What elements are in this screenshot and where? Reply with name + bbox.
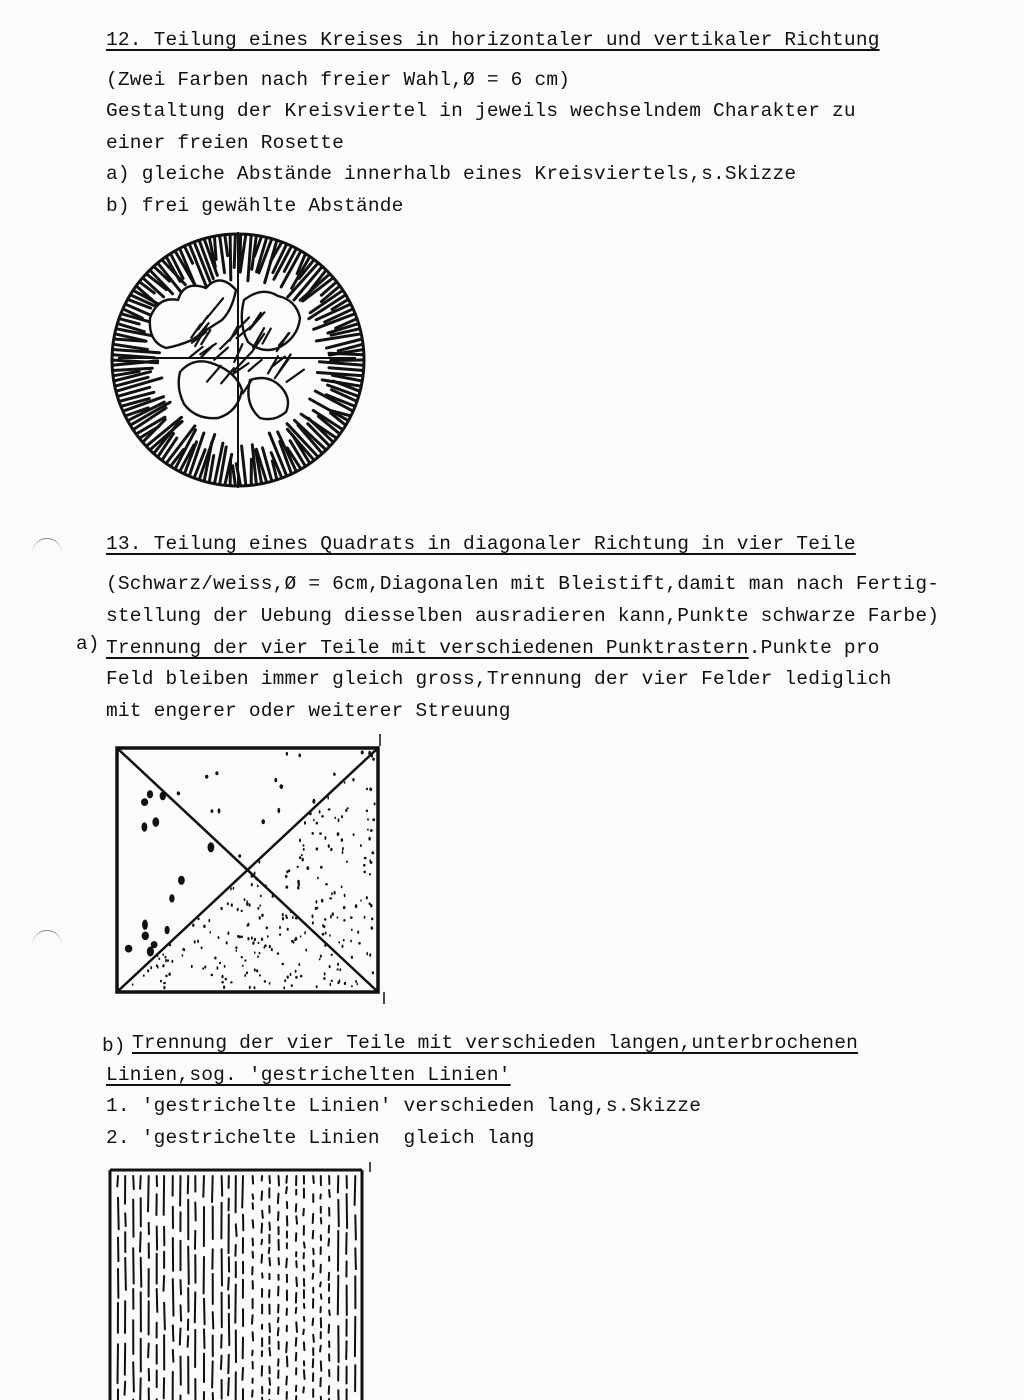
dash-stroke — [296, 1216, 297, 1223]
dash-stroke — [355, 1176, 356, 1205]
dash-stroke — [286, 1377, 287, 1385]
dash-stroke — [133, 1248, 134, 1283]
dash-stroke — [296, 1338, 297, 1346]
dash-stroke — [212, 1361, 213, 1387]
dash-stroke — [181, 1305, 182, 1321]
dash-stroke — [296, 1322, 297, 1332]
dash-stroke — [286, 1187, 287, 1193]
dash-stroke — [164, 1276, 165, 1291]
dash-stroke — [269, 1348, 270, 1356]
dash-stroke — [141, 1258, 142, 1287]
section-12-item-b: b) frei gewählte Abstände — [106, 195, 404, 217]
dash-stroke — [338, 1200, 339, 1226]
dash-stroke — [148, 1344, 149, 1358]
section-12-line-2: Gestaltung der Kreisviertel in jeweils wechselndem Charakter zu — [106, 100, 856, 122]
dash-stroke — [279, 1176, 280, 1185]
dash-stroke — [235, 1285, 236, 1323]
section-13-line-1: (Schwarz/weiss,Ø = 6cm,Diagonalen mit Bleistift,damit man nach Fertig- — [106, 573, 940, 595]
dash-stroke — [253, 1220, 254, 1228]
dash-stroke — [296, 1204, 297, 1211]
dash-stroke — [287, 1357, 288, 1367]
dash-stroke — [164, 1303, 165, 1330]
dash-stroke — [329, 1325, 330, 1333]
dash-stroke — [304, 1304, 305, 1308]
dash-stroke — [204, 1299, 205, 1325]
section-13-heading: 13. Teilung eines Quadrats in diagonaler Richtung in vier Teile — [106, 533, 856, 555]
dash-stroke — [195, 1292, 196, 1322]
dash-stroke — [304, 1370, 305, 1379]
dash-stroke — [321, 1218, 322, 1224]
dash-stroke — [228, 1378, 229, 1395]
dash-stroke — [286, 1342, 287, 1352]
dash-stroke — [125, 1382, 126, 1395]
dash-stroke — [242, 1176, 243, 1208]
dash-stroke — [296, 1308, 297, 1313]
dash-stroke — [278, 1212, 279, 1220]
dash-stroke — [212, 1176, 213, 1202]
dash-stroke — [313, 1319, 314, 1326]
dash-stroke — [296, 1396, 297, 1400]
dash-stroke — [262, 1255, 263, 1263]
dash-stroke — [213, 1312, 214, 1328]
dash-stroke — [279, 1258, 280, 1264]
dash-stroke — [321, 1294, 322, 1298]
dash-stroke — [262, 1191, 263, 1200]
dash-stroke — [303, 1387, 304, 1392]
dash-stroke — [148, 1176, 149, 1211]
dash-stroke — [173, 1279, 174, 1316]
dash-stroke — [149, 1388, 150, 1400]
dash-stroke — [296, 1278, 297, 1287]
section-12-heading: 12. Teilung eines Kreises in horizontaler und vertikaler Richtung — [106, 29, 880, 51]
dash-stroke — [269, 1248, 270, 1253]
dash-stroke — [303, 1209, 304, 1216]
dash-stroke — [278, 1318, 279, 1322]
dash-stroke — [157, 1289, 158, 1312]
dash-stroke — [140, 1176, 141, 1189]
dash-stroke — [269, 1378, 270, 1385]
dash-stroke — [203, 1176, 204, 1197]
dash-stroke — [118, 1198, 119, 1230]
dash-stroke — [180, 1329, 181, 1345]
dash-stroke — [355, 1215, 356, 1239]
dash-stroke — [304, 1242, 305, 1247]
section-13-a-underlined: Trennung der vier Teile mit verschiedenen Punktrastern — [106, 637, 749, 659]
dash-stroke — [140, 1232, 141, 1252]
dash-stroke — [304, 1342, 305, 1350]
dash-stroke — [261, 1240, 262, 1245]
dash-stroke — [213, 1393, 214, 1400]
dash-stroke — [321, 1361, 322, 1370]
dash-stroke — [242, 1368, 243, 1380]
dash-stroke — [252, 1390, 253, 1396]
dash-stroke — [269, 1258, 270, 1266]
section-12-item-a: a) gleiche Abstände innerhalb eines Kreisviertels,s.Skizze — [106, 163, 797, 185]
section-13-line-2: stellung der Uebung diesselben ausradieren kann,Punkte schwarze Farbe) — [106, 605, 940, 627]
dash-stroke — [118, 1344, 119, 1383]
dash-stroke — [228, 1278, 229, 1290]
dash-stroke — [320, 1282, 321, 1286]
dash-stroke — [278, 1328, 279, 1335]
dash-stroke — [313, 1214, 314, 1223]
dash-stroke — [269, 1223, 270, 1230]
dash-stroke — [204, 1329, 205, 1348]
dash-stroke — [228, 1355, 229, 1374]
dash-stroke — [269, 1324, 270, 1332]
dash-stroke — [286, 1176, 287, 1183]
section-12-line-1: (Zwei Farben nach freier Wahl,Ø = 6 cm) — [106, 69, 571, 91]
dash-stroke — [269, 1176, 270, 1183]
dash-stroke — [313, 1176, 314, 1183]
dash-stroke — [173, 1325, 174, 1341]
dash-stroke — [303, 1330, 304, 1335]
dash-stroke — [252, 1315, 253, 1324]
dash-stroke — [140, 1378, 141, 1400]
dash-stroke — [188, 1336, 189, 1347]
section-13-a-rest: .Punkte pro — [748, 637, 880, 659]
section-13-a-line-2: Feld bleiben immer gleich gross,Trennung der vier Felder lediglich — [106, 668, 892, 690]
dash-stroke — [355, 1248, 356, 1269]
dash-stroke — [329, 1310, 330, 1315]
dash-stroke — [338, 1276, 339, 1315]
dash-stroke — [313, 1274, 314, 1279]
dash-stroke — [262, 1211, 263, 1218]
section-13-b-line-1: Trennung der vier Teile mit verschieden langen,unterbrochenen — [132, 1032, 859, 1054]
dash-stroke — [286, 1259, 287, 1268]
dash-stroke — [221, 1356, 222, 1369]
dash-stroke — [125, 1258, 126, 1290]
dash-stroke — [304, 1317, 305, 1321]
dash-stroke — [253, 1332, 254, 1340]
dash-stroke — [347, 1194, 348, 1228]
dash-stroke — [253, 1176, 254, 1184]
dash-stroke — [222, 1176, 223, 1196]
dash-stroke — [117, 1176, 118, 1187]
section-13-b-item-2: 2. 'gestrichelte Linien gleich lang — [106, 1127, 535, 1149]
section-13-b-item-1: 1. 'gestrichelte Linien' verschieden lang,s.Skizze — [106, 1095, 702, 1117]
section-13-b-line-2: Linien,sog. 'gestrichelten Linien' — [106, 1064, 511, 1086]
dash-stroke — [188, 1247, 189, 1284]
dash-stroke — [313, 1231, 314, 1239]
dash-stroke — [313, 1335, 314, 1342]
dash-stroke — [133, 1362, 134, 1391]
dash-stroke — [320, 1346, 321, 1352]
dash-stroke — [278, 1194, 279, 1204]
section-13-b-marker: b) — [102, 1035, 126, 1057]
dash-stroke — [253, 1194, 254, 1199]
dash-stroke — [125, 1213, 126, 1226]
dash-stroke — [328, 1239, 329, 1246]
dash-stroke — [262, 1224, 263, 1233]
dash-stroke — [133, 1176, 134, 1189]
dash-stroke — [296, 1353, 297, 1361]
section-13-a-line-3: mit engerer oder weiterer Streuung — [106, 700, 511, 722]
dash-stroke — [329, 1190, 330, 1197]
section-12-line-3: einer freien Rosette — [106, 132, 345, 154]
dash-stroke — [173, 1350, 174, 1362]
section-13-a-marker: a) — [76, 633, 100, 655]
dash-stroke — [229, 1314, 230, 1345]
dash-stroke — [313, 1249, 314, 1255]
dash-stroke — [236, 1224, 237, 1236]
dash-stroke — [181, 1280, 182, 1294]
